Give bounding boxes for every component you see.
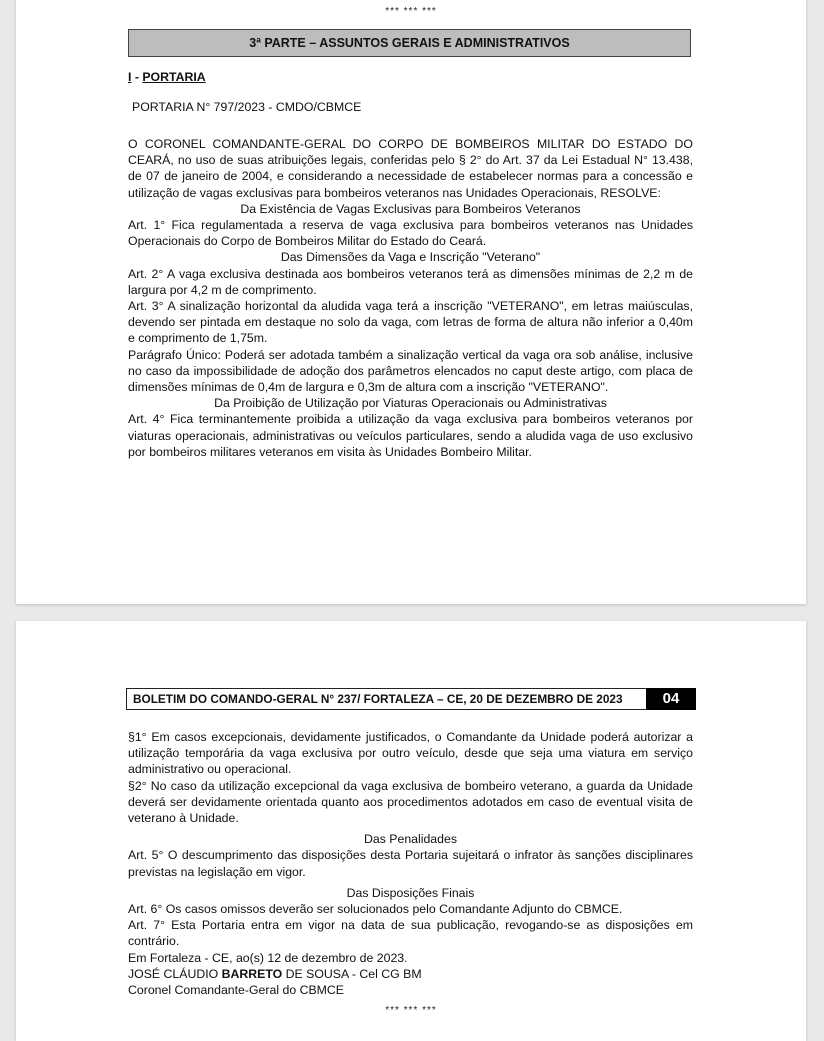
article-3: Art. 3° A sinalização horizontal da aludida vaga terá a inscrição "VETERANO", em letras maiúsculas, devendo ser pintada em destaque no solo da vaga, com letras de forma de altura não inferior a 0,40m e comprimento de 1,75m. [128,299,693,346]
document-page-1 [16,0,806,604]
intro-paragraph: O CORONEL COMANDANTE-GERAL DO CORPO DE BOMBEIROS MILITAR DO ESTADO DO CEARÁ, no uso de suas atribuições legais, conferidas pelo § 2° do Art. 37 da Lei Estadual N° 13.438, de 07 de janeiro de 2004, e considerando a necessidade de estabelecer normas para a concessão e utilização de vagas exclusivas para bombeiros veteranos nas Unidades Operacionais, RESOLVE: [128,137,693,200]
article-6: Art. 6° Os casos omissos deverão ser solucionados pelo Comandante Adjunto do CBMCE. [128,902,623,917]
subsection-heading [128,70,693,84]
paragraph-2: §2° No caso da utilização excepcional da vaga exclusiva de bombeiro veterano, a guarda da Unidade deverá ser devidamente orientada quanto aos procedimentos adotados em caso de eventual visita de veterano à Unidade. [128,778,693,826]
bulletin-header-text: BOLETIM DO COMANDO-GERAL N° 237/ FORTALEZA – CE, 20 DE DEZEMBRO DE 2023 [133,692,623,706]
section-title-box [128,29,691,57]
article-5: Art. 5° O descumprimento das disposições desta Portaria sujeitará o infrator às sanções disciplinares previstas na legislação em vigor. [128,848,693,879]
heading-penalidades: Das Penalidades [364,832,457,847]
heading-disposicoes-finais: Das Disposições Finais [346,885,475,900]
portaria-number: PORTARIA N° 797/2023 - CMDO/CBMCE [132,100,362,114]
article-1: Art. 1° Fica regulamentada a reserva de vaga exclusiva para bombeiros veteranos nas Unidades Operacionais do Corpo de Bombeiros Militar do Estado do Ceará. [128,218,693,249]
separator-stars-bottom: *** *** *** [385,1005,437,1016]
article-2: Art. 2° A vaga exclusiva destinada aos bombeiros veteranos terá as dimensões mínimas de 2,2 m de largura por 4,2 m de comprimento. [128,266,693,297]
subsection-roman: I [128,70,132,84]
separator-stars-top: *** *** *** [385,6,437,17]
paragraph-1: §1° Em casos excepcionais, devidamente justificados, o Comandante da Unidade poderá autorizar a utilização temporária da vaga exclusiva por outro veículo, desde que seja uma viatura em serviço administrativo ou operacional. [128,730,693,777]
subsection-separator: - [131,70,143,84]
bulletin-header [126,688,696,710]
heading-dimensoes: Das Dimensões da Vaga e Inscrição "Veterano" [280,250,541,265]
subsection-title: PORTARIA [142,70,206,84]
article-4: Art. 4° Fica terminantemente proibida a utilização da vaga exclusiva para bombeiros veteranos por viaturas operacionais, administrativas ou veículos particulares, sendo a aludida vaga de uso exclusivo por bombeiros militares veteranos em visita às Unidades Bombeiro Militar. [128,412,693,459]
heading-proibicao: Da Proibição de Utilização por Viaturas Operacionais ou Administrativas [214,396,607,411]
section-title: 3ª PARTE – ASSUNTOS GERAIS E ADMINISTRATIVOS [249,36,570,50]
page-number-badge: 04 [646,688,696,710]
paragrafo-unico: Parágrafo Único: Poderá ser adotada também a sinalização vertical da vaga ora sob análise, inclusive no caso da impossibilidade de adoção dos parâmetros elencados no caput deste artigo, com placa de dimensões mínimas de 0,4m de largura e 0,3m de altura com a inscrição "VETERANO". [128,347,693,395]
signature-name-bold: BARRETO [221,966,283,981]
page2-body [128,729,693,998]
heading-existencia: Da Existência de Vagas Exclusivas para Bombeiros Veteranos [240,201,581,216]
signature-name-rest: DE SOUSA - Cel CG BM [282,966,422,981]
signature-name [128,966,693,982]
page1-body [128,136,693,460]
signature-name-first: JOSÉ CLÁUDIO [128,966,222,981]
document-page-2 [16,621,806,1041]
date-line: Em Fortaleza - CE, ao(s) 12 de dezembro de 2023. [128,950,408,965]
signature-title: Coronel Comandante-Geral do CBMCE [128,983,344,998]
article-7: Art. 7° Esta Portaria entra em vigor na data de sua publicação, revogando-se as disposições em contrário. [128,918,693,949]
